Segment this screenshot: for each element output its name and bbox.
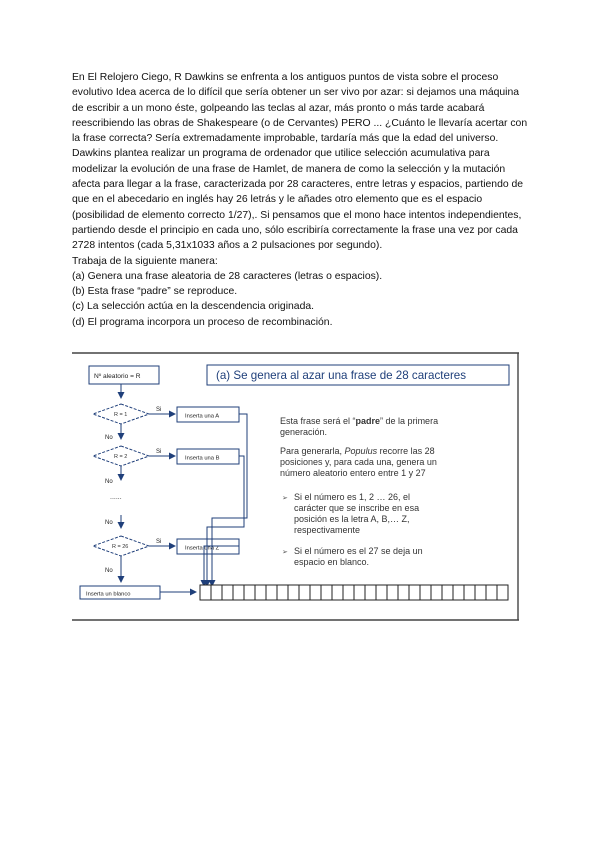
character-cell bbox=[310, 585, 321, 600]
bullet-2-icon: ➢ bbox=[282, 549, 288, 556]
decision-26-yes-label: Si bbox=[156, 539, 162, 545]
character-cell bbox=[387, 585, 398, 600]
character-cell bbox=[200, 585, 211, 600]
bullet-1b: carácter que se inscribe en esa bbox=[294, 503, 420, 513]
ellipsis-no-label: No bbox=[105, 520, 113, 526]
character-cell bbox=[475, 585, 486, 600]
character-cell bbox=[244, 585, 255, 600]
desc-padre-line bbox=[280, 416, 438, 426]
character-cell bbox=[288, 585, 299, 600]
start-box-label: Nº aleatorio = R bbox=[94, 373, 141, 380]
character-cell bbox=[420, 585, 431, 600]
character-cell bbox=[431, 585, 442, 600]
character-cell bbox=[343, 585, 354, 600]
character-cell bbox=[486, 585, 497, 600]
desc-2d: posiciones y, para cada una, genera un bbox=[280, 457, 437, 467]
character-cell bbox=[409, 585, 420, 600]
character-cell bbox=[442, 585, 453, 600]
list-item-d: (d) El programa incorpora un proceso de recombinación. bbox=[72, 316, 333, 328]
action-2-label: Inserta una B bbox=[185, 455, 220, 462]
character-cell bbox=[277, 585, 288, 600]
desc-populus-word: Populus bbox=[344, 446, 378, 456]
paragraph-method: Trabaja de la siguiente manera: bbox=[72, 255, 218, 267]
character-cell bbox=[453, 585, 464, 600]
bullet-1-icon: ➢ bbox=[282, 495, 288, 502]
desc-2a: Para generarla, bbox=[280, 446, 345, 456]
action-1-label: Inserta una A bbox=[185, 413, 220, 420]
character-cell bbox=[332, 585, 343, 600]
connector-action-2 bbox=[207, 456, 244, 586]
character-cell bbox=[354, 585, 365, 600]
desc-1a: Esta frase será el “ bbox=[280, 416, 356, 426]
decision-26-no-label: No bbox=[105, 568, 113, 574]
flowchart-svg bbox=[72, 352, 519, 622]
action-26-label: Inserta una Z bbox=[185, 545, 220, 552]
decision-1-label: R = 1 bbox=[114, 412, 128, 418]
character-cell bbox=[255, 585, 266, 600]
blank-insert-label: Inserta un blanco bbox=[86, 591, 131, 598]
character-cell bbox=[222, 585, 233, 600]
flowchart-figure bbox=[72, 352, 519, 622]
list-item-a: (a) Genera una frase aleatoria de 28 caracteres (letras o espacios). bbox=[72, 270, 383, 282]
decision-26-label: R = 26 bbox=[112, 544, 129, 550]
body-text bbox=[72, 70, 532, 330]
character-cell bbox=[398, 585, 409, 600]
character-cell bbox=[266, 585, 277, 600]
figure-title: (a) Se genera al azar una frase de 28 caracteres bbox=[216, 369, 467, 382]
connector-action-1 bbox=[212, 414, 247, 586]
list-item-b: (b) Esta frase “padre” se reproduce. bbox=[72, 286, 238, 298]
character-cell bbox=[365, 585, 376, 600]
desc-2c: recorre las 28 bbox=[377, 446, 435, 456]
character-cell bbox=[233, 585, 244, 600]
decision-1-yes-label: Si bbox=[156, 407, 162, 413]
bullet-1a: Si el número es 1, 2 … 26, el bbox=[294, 492, 411, 502]
bullet-2b: espacio en blanco. bbox=[294, 557, 370, 567]
paragraph-intro: En El Relojero Ciego, R Dawkins se enfrenta a los antiguos puntos de vista sobre el proceso evolutivo Idea acerca de lo difícil que sería obtener un ser vivo por azar: si dejamos una máquina de escribir a un mono éste, golpeando las teclas al azar, más pronto o más tarde acabará reescribiendo las obras de Shakespeare (o de Cervantes) PERO ... ¿Cuánto le llevaría acertar con la frase correcta? Sería extremadamente improbable, tardaría más que la edad del universo. bbox=[72, 72, 528, 145]
desc-1c: ” de la primera bbox=[380, 416, 439, 426]
desc-populus-line bbox=[280, 446, 435, 456]
character-cell bbox=[464, 585, 475, 600]
decision-2-label: R = 2 bbox=[114, 454, 128, 460]
bullet-1d: respectivamente bbox=[294, 525, 361, 535]
character-cell bbox=[497, 585, 508, 600]
character-cell bbox=[211, 585, 222, 600]
ellipsis: ...... bbox=[110, 494, 122, 501]
character-cell bbox=[299, 585, 310, 600]
list-item-c: (c) La selección actúa en la descendencia originada. bbox=[72, 301, 315, 313]
character-cell bbox=[321, 585, 332, 600]
bullet-1c: posición es la letra A, B,… Z, bbox=[294, 514, 410, 524]
desc-padre-word: padre bbox=[355, 416, 381, 426]
paragraph-dawkins: Dawkins plantea realizar un programa de ordenador que utilice selección acumulativa para modelizar la evolución de una frase de Hamlet, de manera de como la selección y la mutación afecta para llegar a la frase, caracterizada por 28 caracteres, entre letras y espacios, partiendo de que en el abecedario en inglés hay 26 letrás y le añades otro elemento que es el espacio (posibilidad de elemento correcto 1/27),. Si pensamos que el mono hace intentos independientes, partiendo desde el principio en cada uno, sólo escribiría correctamente la frase una vez por cada 2728 intentos (cada 5,31x1033 años a 2 pulsaciones por segundo). bbox=[72, 148, 524, 252]
decision-1-no-label: No bbox=[105, 435, 113, 441]
character-cells bbox=[200, 585, 508, 600]
desc-2e: número aleatorio entero entre 1 y 27 bbox=[280, 468, 426, 478]
desc-1d: generación. bbox=[280, 427, 328, 437]
character-cell bbox=[376, 585, 387, 600]
bullet-2a: Si el número es el 27 se deja un bbox=[294, 546, 423, 556]
decision-2-no-label: No bbox=[105, 479, 113, 485]
decision-2-yes-label: Si bbox=[156, 449, 162, 455]
